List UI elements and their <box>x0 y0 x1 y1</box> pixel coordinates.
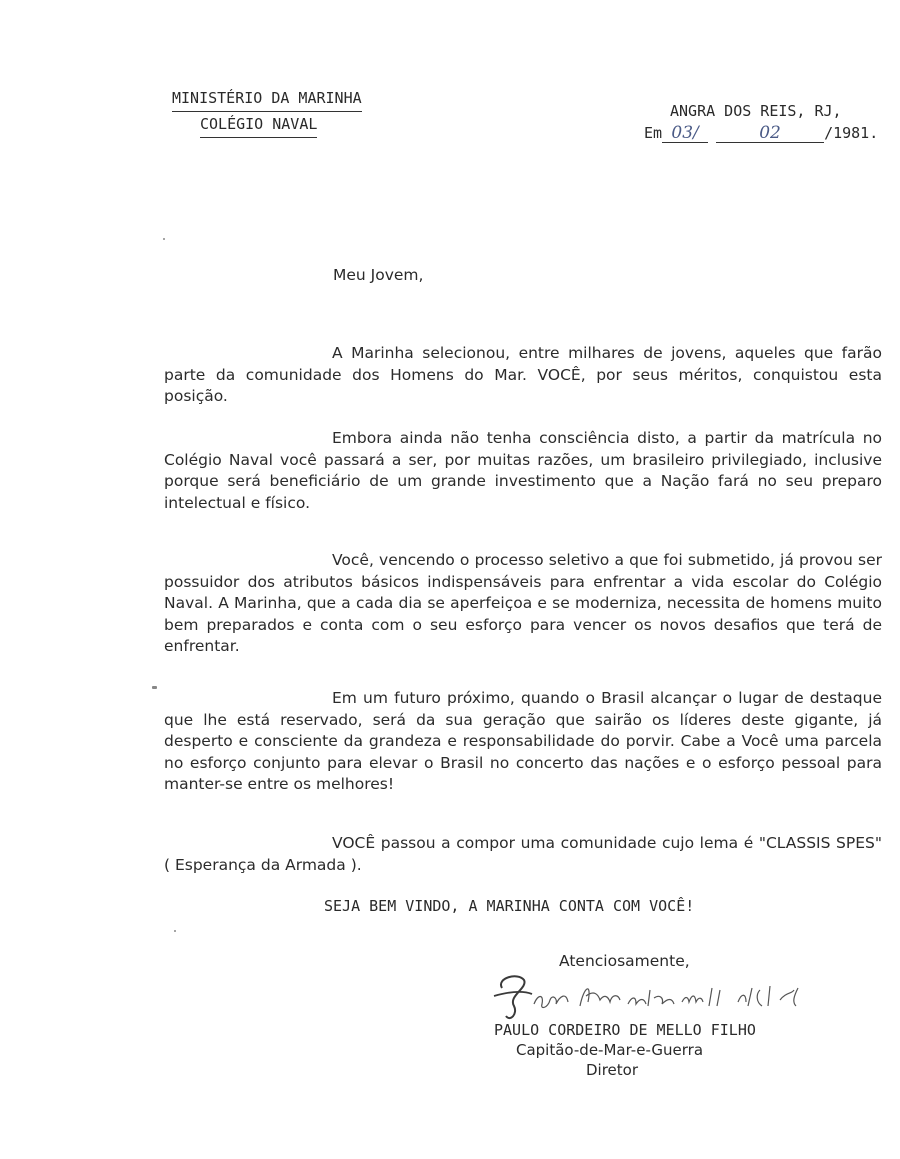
closing-salutation: Atenciosamente, <box>559 952 690 970</box>
college-name: COLÉGIO NAVAL <box>200 112 317 138</box>
date-year: /1981. <box>824 124 879 142</box>
paragraph-5 <box>164 833 882 876</box>
date-month: 02 <box>716 124 824 143</box>
paper-speck <box>152 686 157 689</box>
paragraph-text: Em um futuro próximo, quando o Brasil alcançar o lugar de destaque que lhe está reservado, será da sua geração que sairão os líderes deste gigante, já desperto e consciente da grandeza e responsabilidade do porvir. Cabe a Você uma parcela no esforço conjunto para elevar o Brasil no concerto das nações e o esforço pessoal para manter-se entre os melhores! <box>164 689 882 793</box>
handwritten-signature <box>488 966 818 1026</box>
dateline <box>644 100 878 144</box>
welcome-line: SEJA BEM VINDO, A MARINHA CONTA COM VOCÊ! <box>324 897 695 915</box>
paper-speck <box>163 238 165 240</box>
paragraph-1 <box>164 343 882 408</box>
paragraph-text: Embora ainda não tenha consciência disto, a partir da matrícula no Colégio Naval você passará a ser, por muitas razões, um brasileiro privilegiado, inclusive porque será beneficiário de um grande investimento que a Nação fará no seu preparo intelectual e físico. <box>164 429 882 512</box>
paragraph-text: A Marinha selecionou, entre milhares de jovens, aqueles que farão parte da comunidade dos Homens do Mar. VOCÊ, por seus méritos, conquistou esta posição. <box>164 344 882 405</box>
signatory-block <box>494 1020 756 1080</box>
greeting: Meu Jovem, <box>333 266 424 284</box>
signatory-name: PAULO CORDEIRO DE MELLO FILHO <box>494 1021 756 1039</box>
paragraph-text: VOCÊ passou a compor uma comunidade cujo lema é "CLASSIS SPES" ( Esperança da Armada ). <box>164 834 882 874</box>
ministry-name: MINISTÉRIO DA MARINHA <box>172 86 362 112</box>
letterhead <box>172 86 362 138</box>
dateline-city: ANGRA DOS REIS, RJ, <box>670 102 842 120</box>
paragraph-text: Você, vencendo o processo seletivo a que foi submetido, já provou ser possuidor dos atributos básicos indispensáveis para enfrentar a vida escolar do Colégio Naval. A Marinha, que a cada dia se aperfeiçoa e se moderniza, necessita de homens muito bem preparados e conta com o seu esforço para vencer os novos desafios que terá de enfrentar. <box>164 551 882 655</box>
signatory-role: Diretor <box>586 1061 639 1079</box>
signatory-rank: Capitão-de-Mar-e-Guerra <box>516 1041 704 1059</box>
paragraph-4 <box>164 688 882 796</box>
date-day: 03/ <box>662 124 708 143</box>
date-prefix: Em <box>644 124 663 142</box>
paragraph-3 <box>164 550 882 658</box>
paragraph-2 <box>164 428 882 514</box>
paper-speck <box>174 930 176 932</box>
